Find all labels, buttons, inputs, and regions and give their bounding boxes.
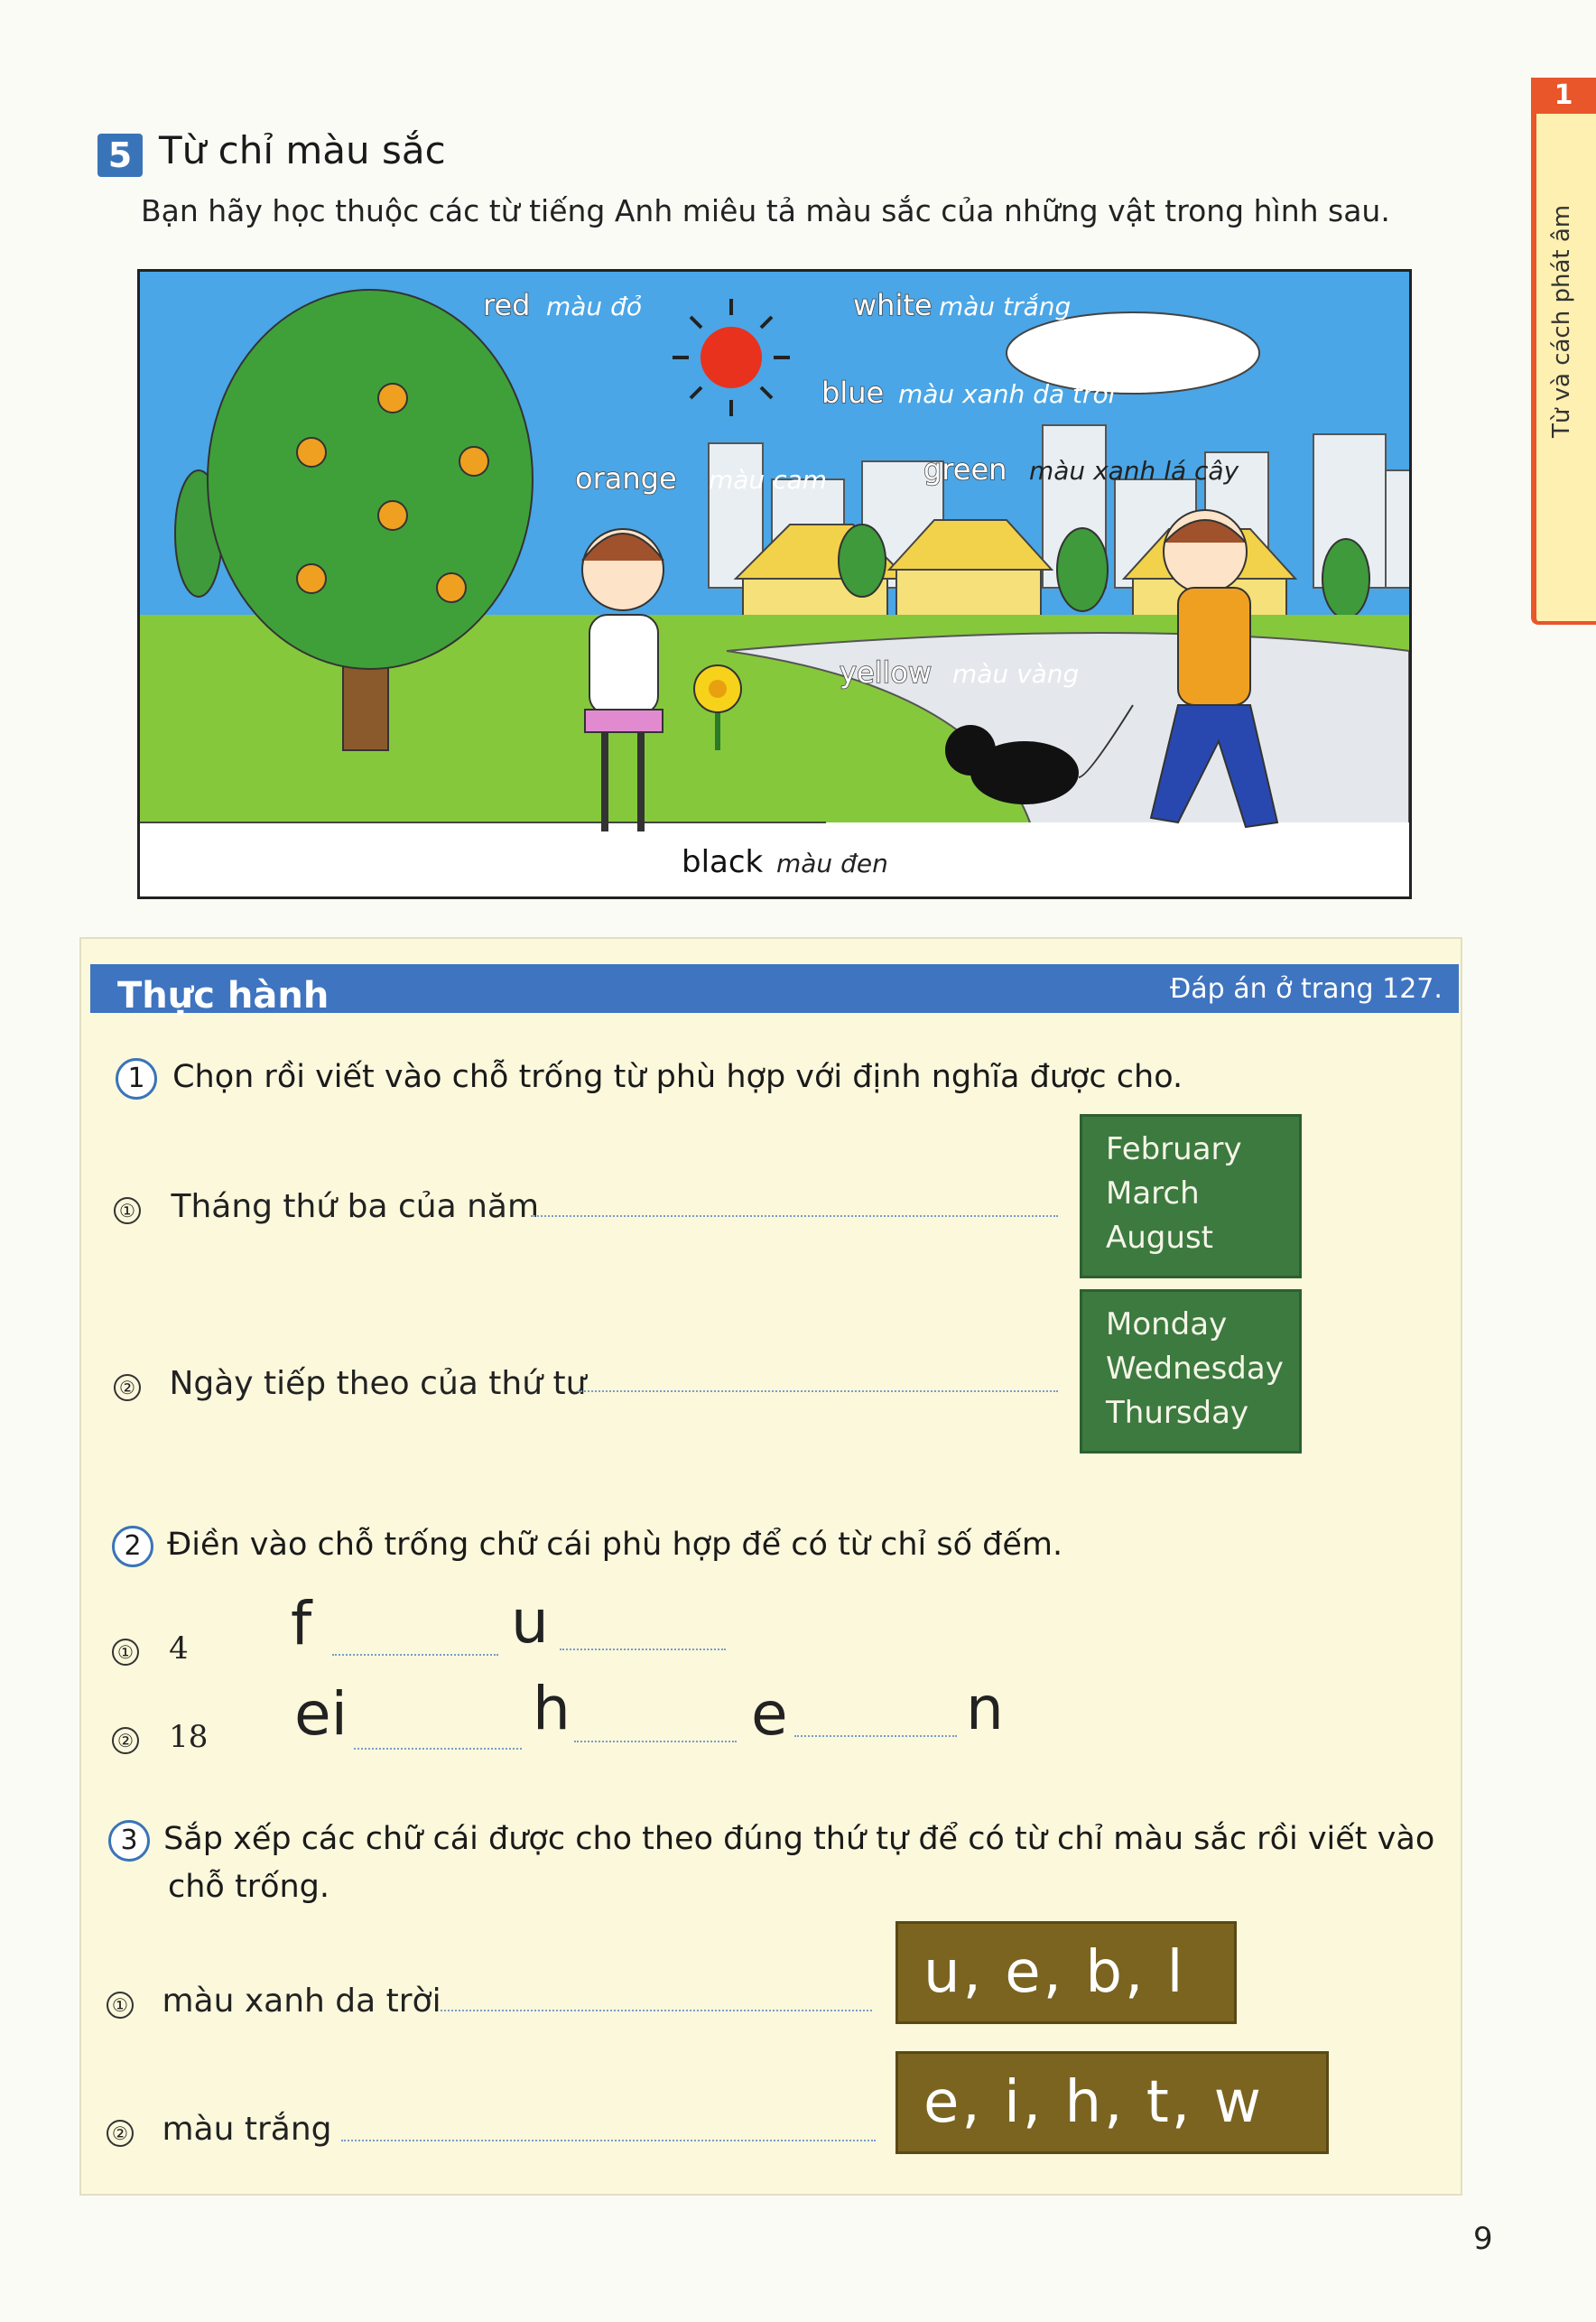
label-white	[853, 288, 1071, 322]
choice-option: Thursday	[1106, 1395, 1249, 1431]
scene-svg	[140, 272, 1409, 896]
word-choices-days	[1080, 1289, 1302, 1454]
label-blue	[821, 376, 1116, 410]
choice-option: March	[1106, 1175, 1200, 1212]
exercise3-instruction-line1: Sắp xếp các chữ cái được cho theo đúng thứ tự để có từ chỉ màu sắc rồi viết vào	[163, 1821, 1435, 1857]
exercise1-item1	[114, 1188, 539, 1225]
given-letter: f	[291, 1589, 312, 1658]
choice-option: February	[1106, 1131, 1242, 1167]
exercise1-number: 1	[116, 1058, 157, 1100]
label-yellow-en: yellow	[840, 655, 933, 690]
item-number: ①	[107, 1992, 134, 2019]
item-number: ②	[112, 1727, 139, 1754]
item-prompt: Ngày tiếp theo của thứ tư	[169, 1365, 587, 1402]
section-title: Từ chỉ màu sắc	[159, 128, 446, 172]
exercise3-heading	[108, 1820, 1434, 1862]
letter-blank[interactable]	[560, 1649, 726, 1650]
colors-illustration	[137, 269, 1412, 899]
label-yellow	[840, 655, 1079, 690]
choice-option: Wednesday	[1106, 1351, 1284, 1387]
exercise1-instruction: Chọn rồi viết vào chỗ trống từ phù hợp với định nghĩa được cho.	[172, 1059, 1183, 1095]
item-number: ①	[112, 1639, 139, 1666]
letter-blank[interactable]	[574, 1741, 737, 1742]
page-number: 9	[1473, 2221, 1493, 2257]
label-black-en: black	[682, 844, 764, 880]
item-number: ②	[107, 2120, 134, 2147]
item-prompt: Tháng thứ ba của năm	[171, 1188, 540, 1225]
label-white-vi: màu trắng	[939, 292, 1072, 321]
word-choices-months	[1080, 1114, 1302, 1278]
section-number-badge: 5	[97, 134, 143, 177]
chapter-tab-label: Từ và cách phát âm	[1548, 204, 1575, 438]
label-yellow-vi: màu vàng	[952, 659, 1080, 689]
item-number-value: 18	[169, 1719, 209, 1755]
label-orange-vi: màu cam	[709, 465, 827, 495]
given-letter: ei	[294, 1679, 348, 1749]
item-number: ②	[114, 1374, 141, 1401]
choice-option: August	[1106, 1220, 1213, 1256]
label-black	[682, 844, 888, 880]
exercise1-heading	[116, 1058, 1183, 1100]
chapter-number: 1	[1531, 78, 1596, 114]
exercise3-item2	[107, 2111, 332, 2148]
exercise2-item2	[112, 1719, 208, 1755]
label-red-en: red	[483, 288, 531, 322]
ground-strip	[140, 822, 1409, 896]
choice-option: Monday	[1106, 1306, 1228, 1342]
section-intro: Bạn hãy học thuộc các từ tiếng Anh miêu tả màu sắc của những vật trong hình sau.	[141, 193, 1390, 228]
answer-blank[interactable]	[341, 2140, 876, 2141]
given-letter: e	[751, 1679, 788, 1749]
exercise2-number: 2	[112, 1526, 153, 1567]
label-green-vi: màu xanh lá cây	[1029, 456, 1239, 486]
exercise2-heading	[112, 1526, 1062, 1567]
practice-title: Thực hành	[117, 975, 329, 1017]
exercise2-instruction: Điền vào chỗ trống chữ cái phù hợp để có từ chỉ số đếm.	[167, 1527, 1063, 1563]
label-orange-en: orange	[575, 461, 677, 496]
answer-blank[interactable]	[578, 1390, 1058, 1392]
answer-blank[interactable]	[531, 1215, 1058, 1217]
label-blue-vi: màu xanh da trời	[898, 379, 1116, 409]
label-green	[923, 452, 1239, 487]
item-number: ①	[114, 1197, 141, 1224]
exercise3-number: 3	[108, 1820, 150, 1862]
given-letter: n	[966, 1674, 1004, 1743]
item-prompt: màu trắng	[162, 2111, 332, 2148]
given-letter: u	[511, 1587, 549, 1657]
answer-note: Đáp án ở trang 127.	[1170, 973, 1443, 1005]
exercise1-item2	[114, 1365, 586, 1402]
letter-blank[interactable]	[332, 1654, 498, 1656]
label-red	[483, 288, 642, 322]
scrambled-letters: u, e, b, l	[895, 1921, 1237, 2024]
letter-blank[interactable]	[794, 1735, 957, 1737]
label-red-vi: màu đỏ	[546, 292, 642, 321]
scrambled-letters: e, i, h, t, w	[895, 2051, 1329, 2154]
given-letter: h	[533, 1674, 571, 1743]
item-number-value: 4	[169, 1630, 189, 1667]
answer-blank[interactable]	[441, 2010, 872, 2011]
item-prompt: màu xanh da trời	[162, 1983, 441, 2020]
exercise2-item1	[112, 1630, 189, 1667]
exercise3-instruction-line2: chỗ trống.	[168, 1869, 330, 1905]
label-black-vi: màu đen	[776, 849, 888, 878]
label-blue-en: blue	[821, 376, 885, 410]
label-green-en: green	[923, 452, 1007, 487]
label-white-en: white	[853, 288, 933, 322]
exercise3-item1	[107, 1983, 441, 2020]
letter-blank[interactable]	[354, 1748, 522, 1750]
